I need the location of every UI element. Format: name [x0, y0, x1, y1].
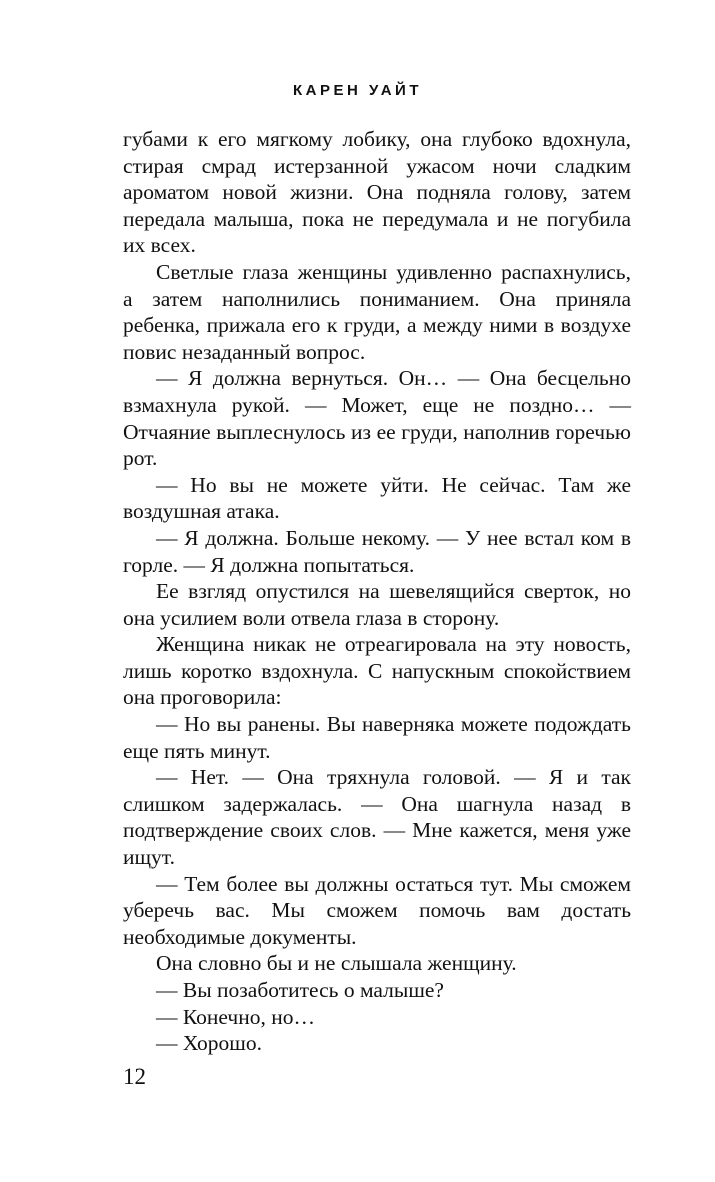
paragraph: Женщина никак не отреагировала на эту новость, лишь коротко вздохнула. С напускным спокойствием она проговорила:	[123, 632, 631, 710]
paragraph: — Тем более вы должны остаться тут. Мы сможем уберечь вас. Мы сможем помочь вам достать необходимые документы.	[123, 871, 631, 949]
paragraph: Светлые глаза женщины удивленно распахнулись, а затем наполнились пониманием. Она приняла ребенка, прижала его к груди, а между ними в воздухе повис незаданный вопрос.	[123, 259, 631, 364]
paragraph: — Но вы ранены. Вы наверняка можете подождать еще пять минут.	[123, 712, 631, 763]
running-head-author: КАРЕН УАЙТ	[293, 82, 422, 99]
paragraph: Ее взгляд опустился на шевелящийся сверток, но она усилием воли отвела глаза в сторону.	[123, 579, 631, 630]
page-body-text	[123, 126, 631, 1057]
paragraph: — Нет. — Она тряхнула головой. — Я и так слишком задержалась. — Она шагнула назад в подтверждение своих слов. — Мне кажется, меня уже ищут.	[123, 765, 631, 870]
paragraph: — Конечно, но…	[156, 1004, 315, 1029]
page-number: 12	[123, 1064, 146, 1089]
paragraph: — Вы позаботитесь о малыше?	[156, 978, 444, 1002]
paragraph: — Я должна. Больше некому. — У нее встал ком в горле. — Я должна попытаться.	[123, 525, 631, 577]
paragraph: губами к его мягкому лобику, она глубоко вдохнула, стирая смрад истерзанной ужасом ночи сладким ароматом новой жизни. Она подняла голову, затем передала малыша, пока не передумала и не погубила их всех.	[123, 127, 631, 258]
paragraph: — Но вы не можете уйти. Не сейчас. Там же воздушная атака.	[123, 472, 631, 524]
paragraph: — Хорошо.	[156, 1031, 262, 1056]
paragraph: — Я должна вернуться. Он… — Она бесцельно взмахнула рукой. — Может, еще не поздно… — Отчаяние выплеснулось из ее груди, наполнив горечью рот.	[123, 366, 631, 471]
paragraph: Она словно бы и не слышала женщину.	[156, 951, 517, 976]
